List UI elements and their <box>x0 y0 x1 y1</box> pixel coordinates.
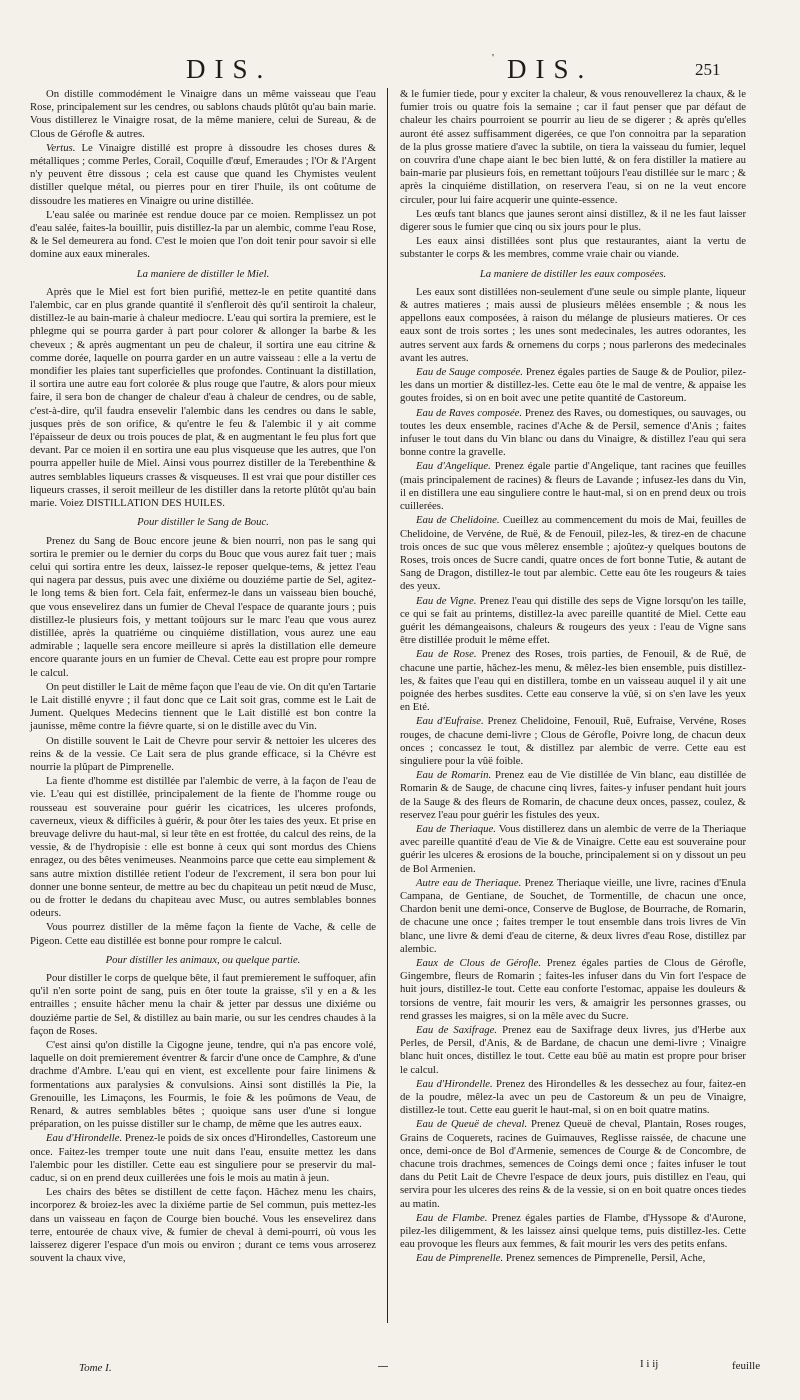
entry-text: Prenez-le poids de six onces d'Hirondelles, Castoreum une once. Faitez-les tremper toute une nuit dans l'eau, ensuite mettez les dans l'alembic pour les distiller. Cette eau est singuliere pour se preservir du mal-caduc, si on en prend deux cuillerées une fois le mois au matin à jeun. <box>30 1132 376 1185</box>
paragraph <box>400 595 746 648</box>
paragraph <box>400 877 746 956</box>
entry-text: Prenez eau de Saxifrage deux livres, jus d'Herbe aux Perles, de Persil, d'Anis, & de Bardane, de chacun une demi-livre ; Vinaigre blanc huit onces, distillez le tout. Cette eau bûë au matin est propre pour briser le calcul. <box>400 1024 747 1076</box>
entry-text: Vous distillerez dans un alembic de verre de la Theriaque avec pareille quantité d'eau de Vie & de Vinaigre. Cette eau est souveraine pour guérir les ulceres & erosions de la bouche, principalement si on y dissout un peu de Bol Armenien. <box>400 822 746 875</box>
entry-text: Prenez Queuë de cheval, Plantain, Roses rouges, Grains de Coquerets, racines de Guimauves, Reglisse raissée, de chacune une once, demi-once de Bol d'Armenie, semences de Courge & de Concombre, de chacune trois drachmes, semences de Coings demi once ; faites infuser le tout dans du Petit Lait de Chevre l'espace de deux jours, puis distillez en l'eau, qui servira pour les ulceres des reins & de la vessie, si on en boit quatre onces tiedes au matin. <box>400 1118 747 1210</box>
header-mark: ' <box>492 52 494 64</box>
entry-label: Eau de Vigne. <box>416 594 477 607</box>
entry-label: Eau d'Eufraise. <box>416 715 484 728</box>
entry-label: Eau de Sauge composée. <box>416 366 523 379</box>
entry-text: Prenez égale partie d'Angelique, tant racines que feuilles (mais principalement de racines) & fleurs de Lavande ; infusez-les dans du Vin, il en distillera une eau singuliere contre le haut-mal, si on en prend deux ou trois cuillerées. <box>400 460 746 513</box>
paragraph: On peut distiller le Lait de même façon que l'eau de vie. On dit qu'en Tartarie le Lait distillé enyvre ; il faut donc que ce Lait soit gras, comme est le Lait de Jument. Quelques Medecins tiennent que le Lait distillé est bon contre la jaunisse, même contre la fiévre quarte, si on le distille avec du Vin. <box>30 680 376 733</box>
column-rule <box>387 88 388 1323</box>
paragraph <box>400 407 746 460</box>
paragraph <box>400 1024 746 1077</box>
entry-label: Eau d'Hirondelle. <box>46 1132 123 1145</box>
entry-text: Prenez égales parties de Clous de Gérofle, Gingembre, fleurs de Romarin ; faites-les infuser dans du Vin fort l'espace de huit jours, distillez-le tout. Cette eau conforte l'estomac, appaise les douleurs & torsions de ventre, fait mourir les vers, & amaigrir les personnes grasses, ou rend grasses les maigres, si on la mêle avec du Sucre. <box>400 957 746 1022</box>
paragraph <box>400 460 746 513</box>
entry-text: Prenez Theriaque vieille, une livre, racines d'Enula Campana, de Gentiane, de Souchet, de Tormentille, de chacun une once, Chardon benit une demi-once, Conserve de Buglose, de Bourrache, de Romarin, de chacune une once ; faites tremper le tout ensemble dans trois livres de Vin blanc, une livre & demi d'eau de citerne, & deux livres d'eau Rose, distillez par alembic. <box>400 876 746 955</box>
paragraph: On distille commodément le Vinaigre dans un même vaisseau que l'eau Rose, principalement sur les cendres, ou sablons chauds plûtôt qu'au bain marie. Vous distillerez le Vinaigre rosat, de la même maniere, celui de Sureau, & de Clous de Gérofle & autres. <box>30 88 376 140</box>
entry-text: Prenez semences de Pimprenelle, Persil, Ache, <box>505 1252 706 1265</box>
section-title: Pour distiller les animaux, ou quelque partie. <box>105 953 301 966</box>
paragraph: Les œufs tant blancs que jaunes seront ainsi distillez, & il ne les faut laisser digerer sous le fumier que cinq ou six jours pour le plus. <box>400 207 746 234</box>
entry-label: Eau de Saxifrage. <box>416 1024 498 1037</box>
entry-text: Prenez égales parties de Flambe, d'Hyssope & d'Aurone, pilez-les diligemment, & les laissez ainsi quelque tems, puis distillez-les. Cette eau provoque les fleurs aux femmes, & fait mourir les vers des petits enfans. <box>400 1211 746 1251</box>
entry-label: Eau de Queuë de cheval. <box>416 1118 528 1131</box>
paragraph: Les eaux ainsi distillées sont plus que restaurantes, aiant la vertu de substanter le corps & les membres, comme vraie chair ou viande. <box>400 235 746 261</box>
entry-label: Vertus. <box>46 141 76 154</box>
entry-text: Prenez des Roses, trois parties, de Fenouil, & de Ruë, de chacune une partie, hâchez-les menu, & mêlez-les bien ensemble, puis distillez-les, & faites que l'eau qui en distillera, tombe en un vaisseau auquel il y ait une poignée des herbes susdites. Cette eau conserve la vûë, si on s'en lave les yeux en Eté. <box>400 648 747 714</box>
paragraph: & le fumier tiede, pour y exciter la chaleur, & vous renouvellerez la chaux, & le fumier trois ou quatre fois la semaine ; car il faut penser que par défaut de chaleur les chairs pourroient se pourrir au lieu de se digerer ; & après qu'elles auront été assez suffisamment digerées, ce que l'on connoitra par la separation de la plus grosse matiere d'avec la subtile, on tiera la vaisseau du fumier, lequel on couvrira d'une chape aiant le bec bien lutté, & on fera distiller la matiere au bain-marie par plusieurs fois, en remettant toûjours l'eau distillée sur le marc ; & après la cinquiéme distillation, on reservera l'eau, si on ne la veut encore circuler, pour lui faire acquerir une quinte-essence. <box>400 88 746 206</box>
paragraph: L'eau salée ou marinée est rendue douce par ce moien. Remplissez un pot d'eau salée, faites-la bouillir, puis distillez-la par un alembic, comme l'eau Rose, & le Sel demeurera au fond. C'est le moien que l'on doit tenir pour savoir si elle domine aux eaux minerales. <box>30 208 376 261</box>
paragraph <box>400 1078 746 1118</box>
paragraph <box>30 1132 376 1185</box>
running-header <box>0 44 800 84</box>
entry-label: Eau de Chelidoine. <box>416 514 500 527</box>
entry-label: Eau de Romarin. <box>416 769 492 782</box>
entry-label: Eau de Flambe. <box>416 1211 488 1224</box>
paragraph <box>400 514 746 593</box>
paragraph: Pour distiller le corps de quelque bête, il faut premierement le suffoquer, afin qu'il n'en sorte point de sang, puis en ôter toute la graisse, s'il y en a & les entrailles ; ensuite hâcher menu la chair & jetter par dessus une dixiéme ou douziéme partie de Sel, & distillez au bain marie, ou sur les cendres chaudes à la façon de Roses. <box>30 972 376 1037</box>
header-left-title: DIS. <box>186 54 273 84</box>
signature-mark: I i ij <box>640 1358 659 1370</box>
volume-label: Tome I. <box>79 1362 112 1374</box>
paragraph <box>400 769 746 822</box>
paragraph: Les eaux sont distillées non-seulement d'une seule ou simple plante, liqueur & autres matieres ; mais aussi de plusieurs mêlées ensemble ; & nous les appellons eaux composées, à raison du mélange de plusieurs matieres. Or ces eaux sont de trois sortes ; les unes sont medecinales, les autres odorantes, les autres servent aux fards & ornemens du corps ; nous parlerons des medecinales avant les autres. <box>400 285 746 364</box>
paragraph: C'est ainsi qu'on distille la Cigogne jeune, tendre, qui n'a pas encore volé, laquelle on doit premierement éventrer & farcir d'une once de Camphre, & d'une drachme d'Ambre. L'eau qui en vient, est excellente pour faire linimens & formentations aux paralysies & convulsions. Ainsi sont distillés la Pie, la Grenouille, les Limaçons, les Fourmis, le foie & les poûmons de Veau, de Renard, & autres semblables bêtes ; quoique sans user d'une si longue préparation, on les puisse distiller sur le champ, de même que les autres eaux. <box>30 1039 376 1131</box>
section-title: La maniere de distiller le Miel. <box>136 267 270 280</box>
paragraph <box>400 823 746 876</box>
entry-text: Prenez des Raves, ou domestiques, ou sauvages, ou toutes les deux ensemble, racines d'Ache & de Persil, semence d'Anis ; faites infuser le tout dans du Vin blanc ou dans du Vinaigre, & distillez l'eau qui sera bonne contre la gravelle. <box>400 406 747 459</box>
entry-label: Eau de Theriaque. <box>416 822 496 835</box>
entry-text: Prenez des Hirondelles & les dessechez au four, faitez-en de la poudre, mêlez-la avec un peu de Castoreum & un peu de Vinaigre, distillez-le tout. Cette eau guerit le haut-mal, si on en boit quatre matins. <box>400 1077 747 1117</box>
paragraph <box>30 142 376 208</box>
section-title: La maniere de distiller les eaux composées. <box>479 267 667 280</box>
entry-text: Prenez eau de Vie distillée de Vin blanc, eau distillée de Romarin & de Sauge, de chacune cinq livres, faites-y infuser pendant huit jours de la Sauge & des fleurs de Romarin, de chacune deux onces, passez, coulez, & reservez l'eau pour guérir les fistules des yeux. <box>400 769 746 821</box>
section-title: Pour distiller le Sang de Bouc. <box>137 516 269 529</box>
paragraph <box>400 648 746 714</box>
entry-text: Prenez Chelidoine, Fenouil, Ruë, Eufraise, Vervéne, Roses rouges, de chacune demi-livre ; Clous de Gérofle, Poivre long, de chacun deux onces ; concassez le tout, & distillez par alembic de verre. Cette eau est singuliere pour la vûë foible. <box>400 715 747 767</box>
header-right-title: DIS. <box>507 54 594 84</box>
paragraph <box>400 1252 746 1265</box>
entry-text: Cueillez au commencement du mois de Mai, feuilles de Chelidoine, de Vervéne, de Ruë, & de Fenouil, pilez-les, & tirez-en de chacune trois onces de suc que vous mêlerez ensemble ; ajoûtez-y quelques boutons de Roses, trois onces de Sucre candi, quatre onces de fort bonne Tutie, & autant de Sang de Dragon, distillez-le tout par alembic. Cette eau ôte les rougeurs & taies des yeux. <box>400 514 746 593</box>
paragraph <box>400 957 746 1023</box>
entry-label: Eaux de Clous de Gérofle. <box>416 957 542 969</box>
entry-label: Eau de Pimprenelle. <box>416 1252 504 1265</box>
paragraph <box>400 1118 746 1210</box>
entry-label: Eau de Raves composée. <box>416 406 523 419</box>
page-number: 251 <box>695 60 721 79</box>
entry-label: Eau d'Hirondelle. <box>416 1077 493 1090</box>
entry-label: Eau de Rose. <box>416 648 477 661</box>
paragraph <box>400 366 746 406</box>
paragraph <box>400 1212 746 1252</box>
left-column <box>30 88 376 1265</box>
entry-text: Prenez l'eau qui distille des seps de Vigne lorsqu'on les taille, ce qui se fait au printems, distillez-la avec pareille quantité de Miel. Cette eau guérit les démangeaisons, chaleurs & rougeurs des yeux : l'eau de Vigne sans être distillée produit le même effet. <box>400 594 747 647</box>
paragraph: Les chairs des bêtes se distillent de cette façon. Hâchez menu les chairs, incorporez & broiez-les avec la dixiéme partie de Sel commun, puis mettez-les dans un vaisseau en façon de Courge bien bouché. Vous les ensevelirez dans terre, entourée de chaux vive, & fumier de cheval à demi-pourri, où vous les laisserez digerer l'espace d'un mois ou environ ; durant ce tems vous arroserez souvent la chaux vive, <box>30 1186 376 1265</box>
right-column <box>400 88 746 1266</box>
paragraph: Vous pourrez distiller de la même façon la fiente de Vache, & celle de Pigeon. Cette eau distillée est bonne pour rompre le calcul. <box>30 921 376 947</box>
paragraph <box>30 286 376 510</box>
cross-reference: Voiez DISTILLATION DES HUILES. <box>59 497 225 510</box>
catchword: feuille <box>732 1360 761 1372</box>
entry-label: Autre eau de Theriaque. <box>416 876 522 889</box>
entry-text: Après que le Miel est fort bien purifié, mettez-le en petite quantité dans l'alembic, car en plus grande quantité il s'enfleroit dès qu'il sentiroit la chaleur, distillez-le au bain-marie à chaleur mediocre. L'eau qui sortira la premiere, est le phlegme qui se pourra garder à part pour colorer & allonger la barbe & les cheveux ; & après augmentant un peu de chaleur, il sortira une eau citrine & comme dorée, laquelle on pourra garder en un autre vaisseau : elle a la vertu de mondifier les plaies tant superficielles que profondes. Continuant la distillation, il sortira une autre eau fort colorée & plus rouge que l'autre, & alors pour mieux faire, il sera bon de changer de chaleur d'eau à chaleur de cendres, ou de sable, c'est-à-dire, qu'il faudra ensevelir l'alembic dans les cendres ou dans le sable, jusques près de son orifice, & qu'entre le feu & l'alembic il y ait comme l'épaisseur de deux ou trois pouces de plat, & en augmentant le feu plus fort que devant. Par ce moien il en sortira une eau plus visqueuse que les autres, que l'on pourra appeller huile de Miel. Ainsi vous pourrez distiller de la Terebenthine & autres semblables liqueurs crasses & visqueuses. Il est vrai que pour distiller ces liqueurs crasses, il seroit meilleur de les distiller dans la retorte plûtôt qu'au bain marie. <box>30 285 376 510</box>
entry-label: Eau d'Angelique. <box>416 460 491 473</box>
paragraph <box>400 715 746 768</box>
paragraph: Prenez du Sang de Bouc encore jeune & bien nourri, non pas le sang qui sortira le premier ou le dernier du corps du Bouc que vous aurez fait tuer ; mais celui qui sortira entre les deux, laissez-le reposer quelque-tems, & jettez l'eau qui nagera par dessus, puis avec une dixiéme ou douziéme partie de Sel, agitez-le long tems & bien fort. Cela fait, enfermez-le dans un vaisseau bien bouché, que vous ensevelirez dans un fumier de Cheval l'espace de quarante jours ; puis distillez-le plusieurs fois, y mettant toûjours sur le marc l'eau que vous aurez distillée, après la quatriéme ou cinquiéme distillation, vous aurez une eau admirable ; laquelle sera encore meilleure si après la distillation elle demeure encore quarante jours en un fumier de Cheval. Cette eau est propre pour rompre le calcul. <box>30 534 376 679</box>
paragraph: On distille souvent le Lait de Chevre pour servir & nettoier les ulceres des reins & de la vessie. Ce Lait sera de plus grande efficace, si la Chévre est nourrie la plûpart de Pimprenelle. <box>30 734 376 773</box>
entry-text: Prenez égales parties de Sauge & de Poulior, pilez-les dans un mortier & distillez-les. Cette eau ôte le mal de ventre, & appaise les goutes froides, si on en boit avec une petite quantité de Castoreum. <box>400 366 747 405</box>
paragraph: La fiente d'homme est distillée par l'alembic de verre, à la façon de l'eau de vie. L'eau qui est distillée, principalement de la fiente de l'homme rouge ou rousseau est souveraine pour guérir les cicatrices, les ulceres profonds, caverneux, vieux & difficiles à guérir, & pour ôter les taies des yeux. Et prise en breuvage delivre du haut-mal, si leur tête en est frottée, du calcul des reins, de la vessie, & de l'hydropisie : elle est bonne à ceux qui sont mordus des Chiens enragez, ou des bêtes venimeuses. Neanmoins parce que cette eau simplement & sans autre mixtion distillée retient l'odeur de l'excrement, il sera bon pour lui donner une bonne senteur, de mettre au bec du chapiteau un petit nœud de Musc, ou de frotter le dedans du chapiteau avec Musc, ou autres semblables bonnes odeurs. <box>30 775 376 920</box>
entry-text: Le Vinaigre distillé est propre à dissoudre les choses dures & métalliques ; comme Perles, Corail, Coquille d'œuf, Emeraudes ; l'Or & l'Argent n'y peuvent être dissous ; cela est cause que quand les Chymistes veulent distiller quelque métal, ou pierres pour en tirer l'huile, ils ont coûtume de dissoudre les matieres en Vinaigre ou urine distillée. <box>30 141 376 207</box>
footer-dash <box>378 1366 388 1367</box>
